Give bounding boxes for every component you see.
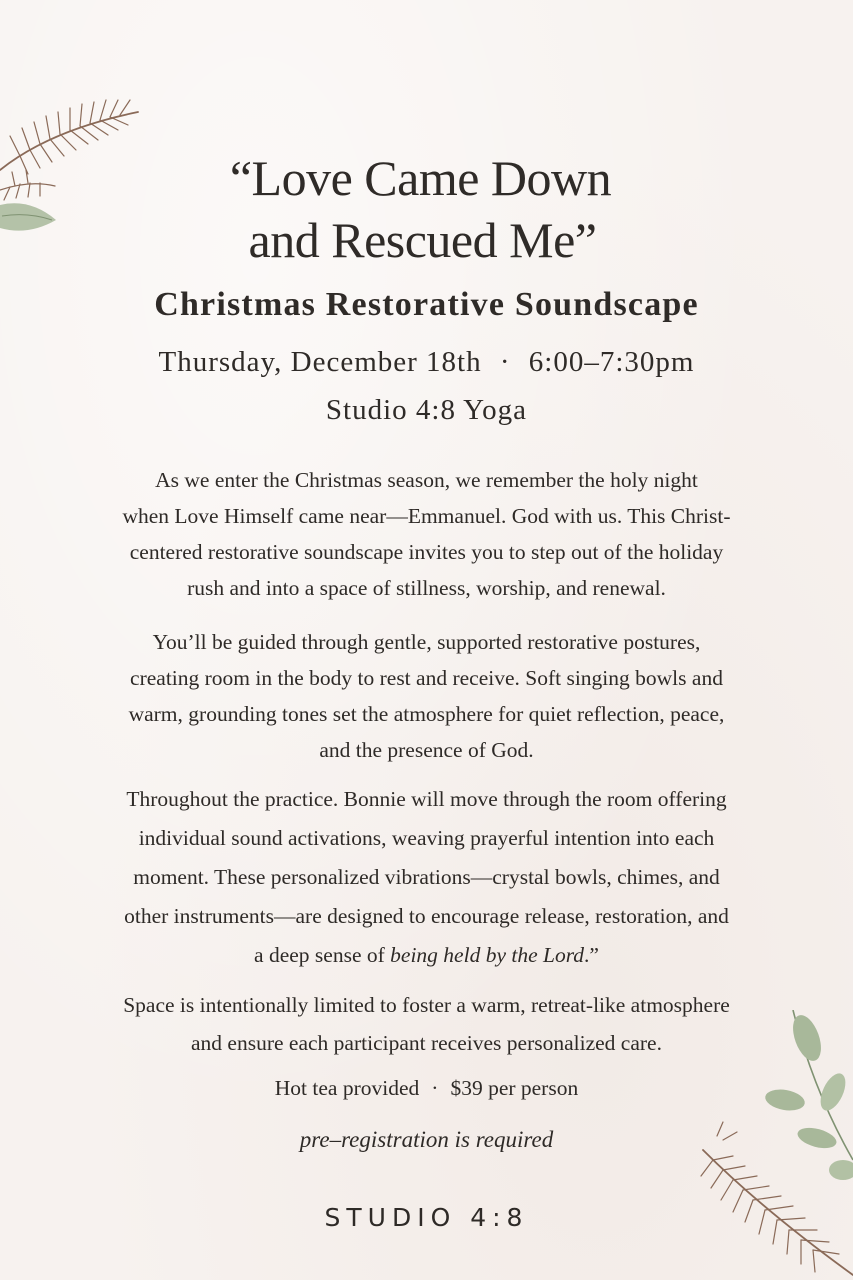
text-line: warm, grounding tones set the atmosphere for quiet reflection, peace, bbox=[128, 702, 725, 726]
tea-note: Hot tea provided bbox=[274, 1076, 420, 1100]
text-line: rush and into a space of stillness, worship, and renewal. bbox=[187, 576, 666, 600]
price: $39 per person bbox=[450, 1076, 579, 1100]
text-line: You’ll be guided through gentle, supported restorative postures, bbox=[152, 630, 701, 654]
text-line: other instruments—are designed to encourage release, restoration, and bbox=[124, 904, 729, 928]
text-fragment: a deep sense of bbox=[254, 943, 391, 967]
postures-paragraph bbox=[0, 624, 853, 768]
event-info-line bbox=[0, 1076, 853, 1101]
text-line: centered restorative soundscape invites you to step out of the holiday bbox=[129, 540, 724, 564]
text-line: Space is intentionally limited to foster a warm, retreat-like atmosphere bbox=[123, 993, 730, 1017]
event-title-line-2: and Rescued Me” bbox=[248, 212, 597, 268]
text-line: when Love Himself came near—Emmanuel. God with us. This Christ- bbox=[122, 504, 731, 528]
registration-note: pre–registration is required bbox=[299, 1127, 554, 1152]
sound-activations-paragraph bbox=[0, 780, 853, 975]
event-time: 6:00–7:30pm bbox=[528, 346, 695, 378]
info-separator: · bbox=[431, 1076, 439, 1100]
event-date-time bbox=[0, 346, 853, 379]
text-line: creating room in the body to rest and receive. Soft singing bowls and bbox=[130, 666, 723, 690]
event-date: Thursday, December 18th bbox=[158, 346, 482, 378]
text-line bbox=[0, 936, 853, 975]
text-line: individual sound activations, weaving prayerful intention into each bbox=[138, 826, 715, 850]
italic-phrase: being held by the Lord bbox=[390, 943, 585, 967]
date-separator: · bbox=[499, 346, 511, 378]
text-line: moment. These personalized vibrations—crystal bowls, chimes, and bbox=[133, 865, 720, 889]
text-line: and the presence of God. bbox=[319, 738, 534, 762]
text-line: Throughout the practice. Bonnie will move through the room offering bbox=[126, 787, 727, 811]
intro-paragraph bbox=[0, 462, 853, 606]
studio-brand: STUDIO 4:8 bbox=[324, 1203, 529, 1232]
capacity-paragraph bbox=[0, 986, 853, 1062]
event-venue: Studio 4:8 Yoga bbox=[325, 394, 528, 426]
text-fragment: .” bbox=[584, 943, 599, 967]
event-title-line-1: “Love Came Down bbox=[229, 150, 612, 206]
event-subtitle: Christmas Restorative Soundscape bbox=[154, 286, 699, 323]
text-line: and ensure each participant receives personalized care. bbox=[191, 1031, 662, 1055]
text-line: As we enter the Christmas season, we remember the holy night bbox=[155, 468, 698, 492]
